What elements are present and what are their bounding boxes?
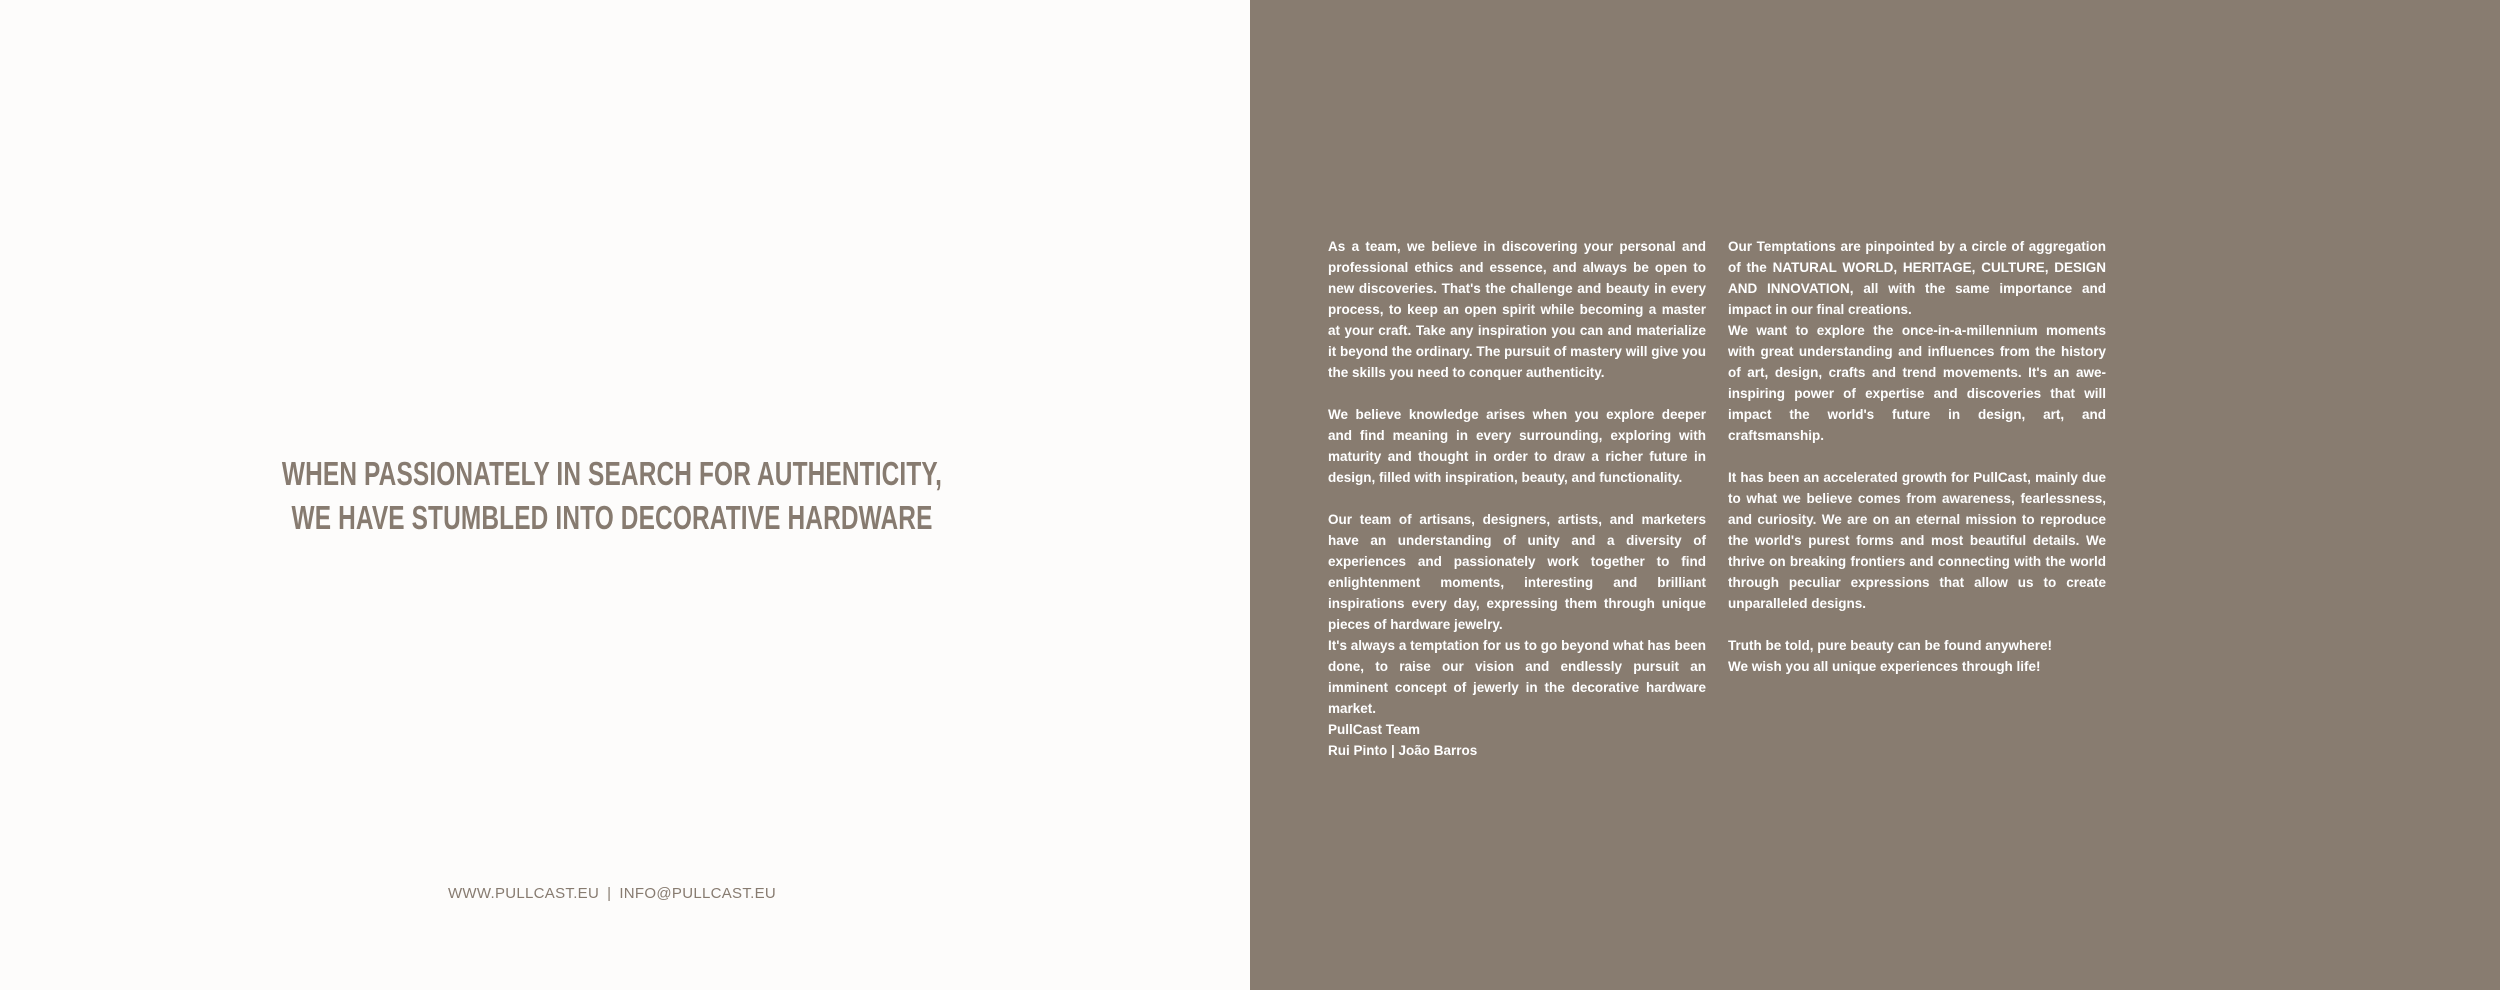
contact-separator: | — [607, 885, 612, 902]
signoff-names: Rui Pinto | João Barros — [1328, 743, 1478, 758]
headline-line-1: WHEN PASSIONATELY IN SEARCH FOR AUTHENTICITY, — [281, 455, 943, 492]
right-page — [1250, 0, 2500, 990]
signoff-team: PullCast Team — [1328, 722, 1421, 737]
paragraph: It's always a temptation for us to go beyond what has been done, to raise our vision and endlessly pursuit an imminent concept of jewerly in the decorative hardware market. — [1328, 638, 1706, 716]
paragraph: It has been an accelerated growth for PullCast, mainly due to what we believe comes from awareness, fearlessness, and curiosity. We are on an eternal mission to reproduce the world's purest forms and most beautiful details. We thrive on breaking frontiers and connecting with the world through peculiar expressions that allow us to create unparalleled designs. — [1728, 470, 2106, 611]
email-link[interactable]: INFO@PULLCAST.EU — [619, 885, 777, 902]
paragraph: We want to explore the once-in-a-millennium moments with great understanding and influences from the history of art, design, crafts and trend movements. It's an awe-inspiring power of expertise and discoveries that will impact the world's future in design, art, and craftsmanship. — [1728, 323, 2106, 443]
paragraph: As a team, we believe in discovering your personal and professional ethics and essence, and always be open to new discoveries. That's the challenge and beauty in every process, to keep an open spirit while becoming a master at your craft. Take any inspiration you can and materialize it beyond the ordinary. The pursuit of mastery will give you the skills you need to conquer authenticity. — [1328, 239, 1706, 380]
paragraph: Our team of artisans, designers, artists, and marketers have an understanding of unity and a diversity of experiences and passionately work together to find enlightenment moments, interesting and brilliant inspirations every day, expressing them through unique pieces of hardware jewelry. — [1328, 512, 1706, 632]
paragraph: Truth be told, pure beauty can be found anywhere! — [1728, 638, 2053, 653]
website-link[interactable]: WWW.PULLCAST.EU — [447, 885, 600, 902]
paragraph: We wish you all unique experiences through life! — [1728, 659, 2041, 674]
paragraph: Our Temptations are pinpointed by a circle of aggregation of the NATURAL WORLD, HERITAGE, CULTURE, DESIGN AND INNOVATION, all with the same importance and impact in our final creations. — [1728, 239, 2106, 317]
headline-line-2: WE HAVE STUMBLED INTO DECORATIVE HARDWARE — [291, 499, 933, 536]
paragraph: We believe knowledge arises when you explore deeper and find meaning in every surrounding, exploring with maturity and thought in order to draw a richer future in design, filled with inspiration, beauty, and functionality. — [1328, 407, 1706, 485]
signoff — [1328, 719, 1477, 761]
text-column-left — [1328, 236, 1706, 719]
contact-footer — [300, 885, 924, 902]
text-column-right — [1728, 236, 2106, 677]
page-headline — [270, 452, 954, 540]
